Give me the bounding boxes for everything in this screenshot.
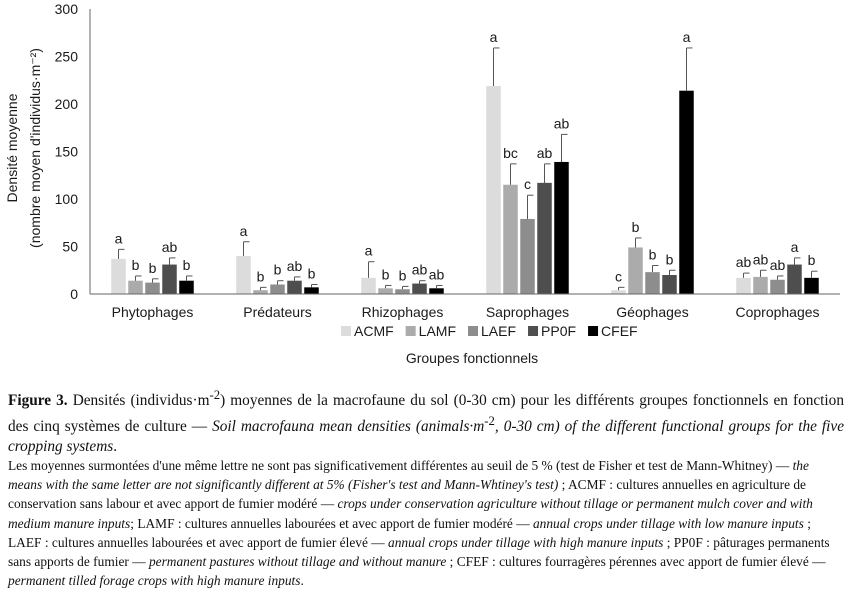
significance-letter: a (682, 28, 691, 45)
significance-letter: c (524, 176, 531, 193)
note-part-1: Les moyennes surmontées d'une même lettre ne sont pas significativement différentes au seuil de 5 % (test de Fisher et test de Mann-Whitney) — (8, 458, 793, 473)
note-part-2: ; ACMF : cultures annuelles en agriculture de conservation sans labour et avec apport de fumier modéré — (8, 477, 806, 512)
significance-letter: a (114, 230, 123, 247)
y-tick-label: 50 (62, 238, 78, 255)
bar-acmf (486, 86, 501, 294)
significance-letter: c (615, 268, 622, 285)
bar-lamf (628, 247, 643, 294)
y-axis (55, 1, 90, 302)
legend-swatch-lamf (406, 326, 416, 336)
note-part-2-en: crops under conservation agriculture without tillage or permanent mulch cover and with medium manure inputs (8, 496, 813, 531)
significance-letter: ab (553, 115, 570, 132)
bar-laef (270, 285, 285, 295)
significance-letter: b (273, 261, 282, 278)
note-part-5-en: permanent pastures without tillage and without manure (148, 554, 447, 570)
significance-letter: b (148, 259, 157, 276)
bar-cfef (554, 162, 569, 294)
figure-note (8, 456, 844, 590)
significance-letter: bc (503, 144, 518, 161)
y-tick-label: 0 (70, 286, 78, 302)
bar-laef (645, 272, 660, 294)
bar-pp0f (537, 183, 552, 294)
significance-letter: ab (428, 266, 445, 283)
caption-end: . (113, 438, 118, 456)
bar-cfef (429, 288, 444, 294)
significance-letter: b (648, 246, 657, 263)
y-axis-title-line1: Densité moyenne (4, 93, 20, 203)
note-part-4: ; LAEF : cultures annuelles labourées et avec apport de fumier élevé — (8, 515, 811, 550)
caption-text-fr-2: ) moyennes de la macrofaune du sol (0-30 cm) pour les différents groupes fonctionnels en fonction des cinq systèmes de culture — (8, 392, 844, 436)
y-tick-label: 200 (54, 96, 78, 112)
bar-acmf (361, 278, 376, 294)
bar-pp0f (287, 281, 302, 294)
legend-swatch-acmf (341, 326, 351, 336)
x-category-label: Rhizophages (361, 304, 444, 320)
note-part-3: ; LAMF : cultures annuelles labourées et avec apport de fumier modéré — (130, 515, 533, 531)
bar-laef (770, 280, 785, 294)
bar-lamf (128, 281, 143, 294)
bar-cfef (804, 278, 819, 294)
significance-letter: a (239, 222, 248, 239)
bar-laef (145, 283, 160, 294)
x-category-label: Saprophages (485, 304, 570, 320)
note-part-4-en: annual crops under tillage with high manure inputs (388, 534, 664, 550)
bar-cfef (179, 281, 194, 294)
note-part-6: ; CFEF : cultures fourragères pérennes avec apport de fumier élevé — (446, 554, 826, 570)
x-axis-title: Groupes fonctionnels (405, 350, 539, 366)
caption-text-en-1: Soil macrofauna mean densities (animals·m (212, 418, 485, 436)
bar-lamf (378, 288, 393, 294)
bar-pp0f (662, 275, 677, 294)
x-category-label: Coprophages (735, 304, 820, 320)
legend-label-pp0f: PP0F (541, 323, 577, 339)
bar-lamf (253, 290, 268, 294)
bar-acmf (611, 290, 626, 294)
bar-pp0f (787, 265, 802, 294)
legend-swatch-cfef (588, 326, 598, 336)
note-end: . (300, 573, 304, 589)
figure-label: Figure 3. (8, 392, 68, 410)
significance-letter: a (489, 28, 498, 45)
significance-letter: b (398, 267, 407, 284)
bar-laef (395, 289, 410, 294)
bar-cfef (679, 91, 694, 294)
legend-label-lamf: LAMF (418, 323, 457, 339)
x-category-label: Phytophages (111, 304, 194, 320)
significance-letter: ab (735, 254, 752, 271)
significance-letter: a (364, 242, 373, 259)
caption-superscript-1: -2 (209, 388, 221, 402)
caption-text-en-2: , 0-30 cm) of the different functional groups for the five cropping systems (8, 418, 844, 456)
bar-lamf (753, 277, 768, 294)
legend-label-acmf: ACMF (354, 323, 394, 339)
bar-laef (520, 219, 535, 294)
x-category-label: Prédateurs (243, 304, 312, 320)
bar-cfef (304, 287, 319, 294)
y-axis-title-line2: (nombre moyen d'individus·m⁻²) (27, 48, 43, 248)
caption-text-fr-1: Densités (individus·m (67, 392, 210, 410)
significance-letter: ab (286, 257, 303, 274)
bar-pp0f (162, 265, 177, 294)
significance-letter: a (790, 238, 799, 255)
legend-swatch-pp0f (528, 326, 538, 336)
significance-letter: ab (536, 144, 553, 161)
bars (111, 29, 819, 294)
significance-letter: b (307, 265, 316, 282)
x-category-label: Géophages (616, 304, 689, 320)
bar-pp0f (412, 284, 427, 294)
bar-acmf (736, 278, 751, 294)
significance-letter: b (665, 251, 674, 268)
note-part-6-en: permanent tilled forage crops with high manure inputs (8, 573, 301, 589)
caption-superscript-2: -2 (484, 414, 495, 429)
y-tick-label: 300 (54, 1, 78, 17)
x-axis (90, 294, 840, 320)
significance-letter: ab (769, 256, 786, 273)
legend-swatch-laef (468, 326, 478, 336)
legend-label-laef: LAEF (481, 323, 517, 339)
significance-letter: ab (752, 251, 769, 268)
significance-letter: b (131, 256, 140, 273)
note-part-1-en: the means with the same letter are not significantly different at 5% (Fisher's test and Mann-Whtiney's test) (8, 458, 809, 493)
note-part-3-en: annual crops under tillage with low manure inputs (532, 515, 804, 531)
significance-letter: b (256, 268, 265, 285)
significance-letter: b (631, 218, 640, 235)
bar-acmf (236, 256, 251, 294)
significance-letter: ab (411, 261, 428, 278)
y-tick-label: 150 (54, 143, 78, 160)
bar-lamf (503, 185, 518, 294)
figure-caption (8, 385, 844, 457)
legend-label-cfef: CFEF (601, 323, 638, 339)
bar-acmf (111, 259, 126, 294)
significance-letter: b (182, 256, 191, 273)
y-tick-label: 100 (54, 191, 78, 207)
significance-letter: ab (161, 238, 178, 255)
note-part-5: ; PP0F : pâturages permanents sans apports de fumier — (8, 534, 830, 570)
significance-letter: b (381, 266, 390, 283)
legend (341, 323, 638, 339)
y-tick-label: 250 (54, 48, 78, 65)
significance-letter: b (807, 252, 816, 269)
